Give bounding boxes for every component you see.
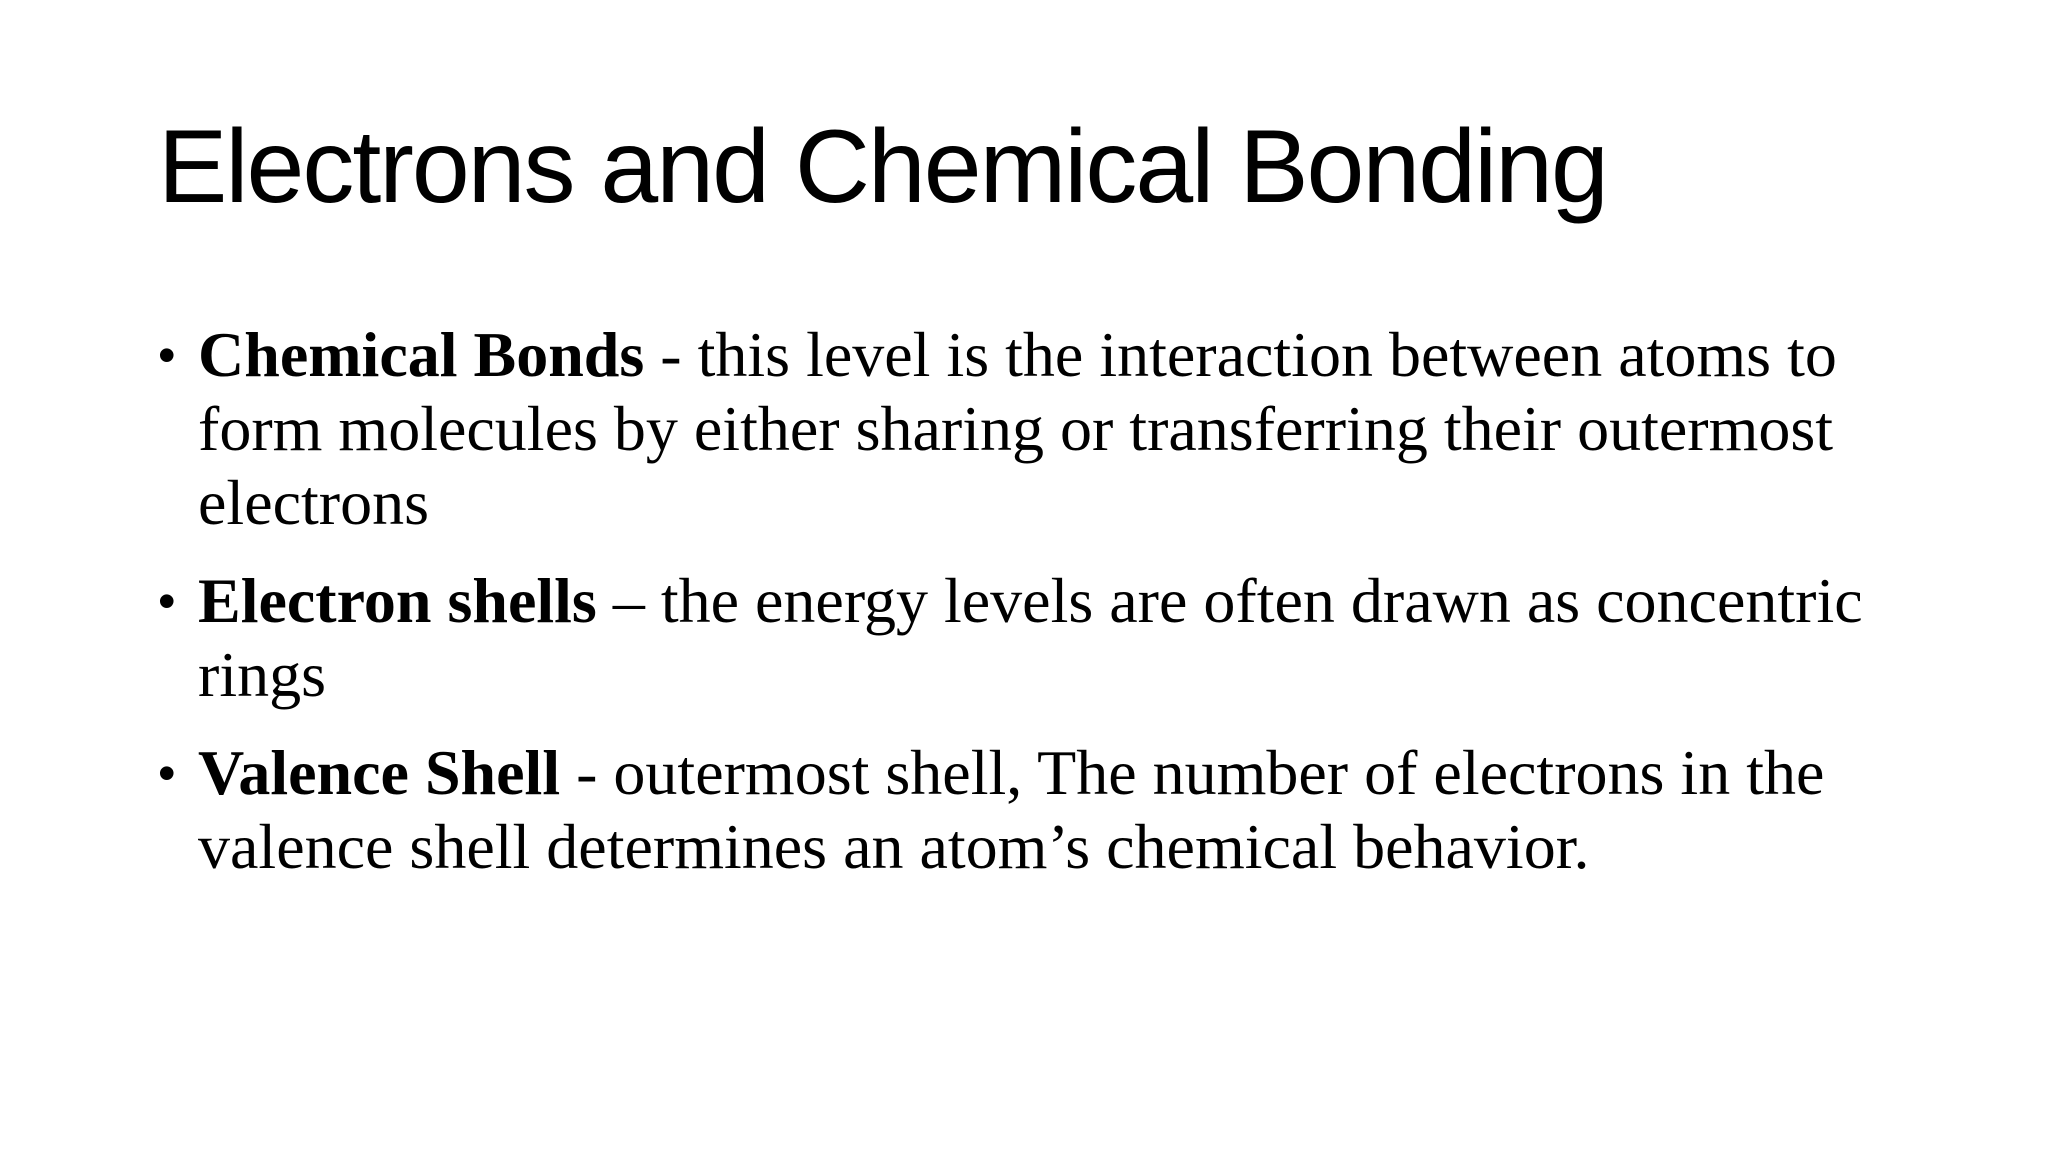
bullet-text: - outermost shell, The number of electrons in the valence shell determines an atom’s chemical behavior. [198, 737, 1825, 882]
bullet-term: Valence Shell [198, 737, 561, 808]
bullet-list [158, 318, 1918, 908]
slide-title: Electrons and Chemical Bonding [158, 109, 1607, 225]
bullet-item-electron-shells [158, 564, 1918, 712]
bullet-icon: • [158, 573, 176, 629]
bullet-term: Electron shells [198, 565, 597, 636]
bullet-text: - this level is the interaction between atoms to form molecules by either sharing or transferring their outermost electrons [198, 319, 1837, 538]
bullet-text: – the energy levels are often drawn as concentric rings [198, 565, 1863, 710]
bullet-item-valence-shell [158, 736, 1918, 884]
bullet-item-chemical-bonds [158, 318, 1918, 540]
bullet-icon: • [158, 745, 176, 801]
bullet-term: Chemical Bonds [198, 319, 645, 390]
bullet-icon: • [158, 327, 176, 383]
